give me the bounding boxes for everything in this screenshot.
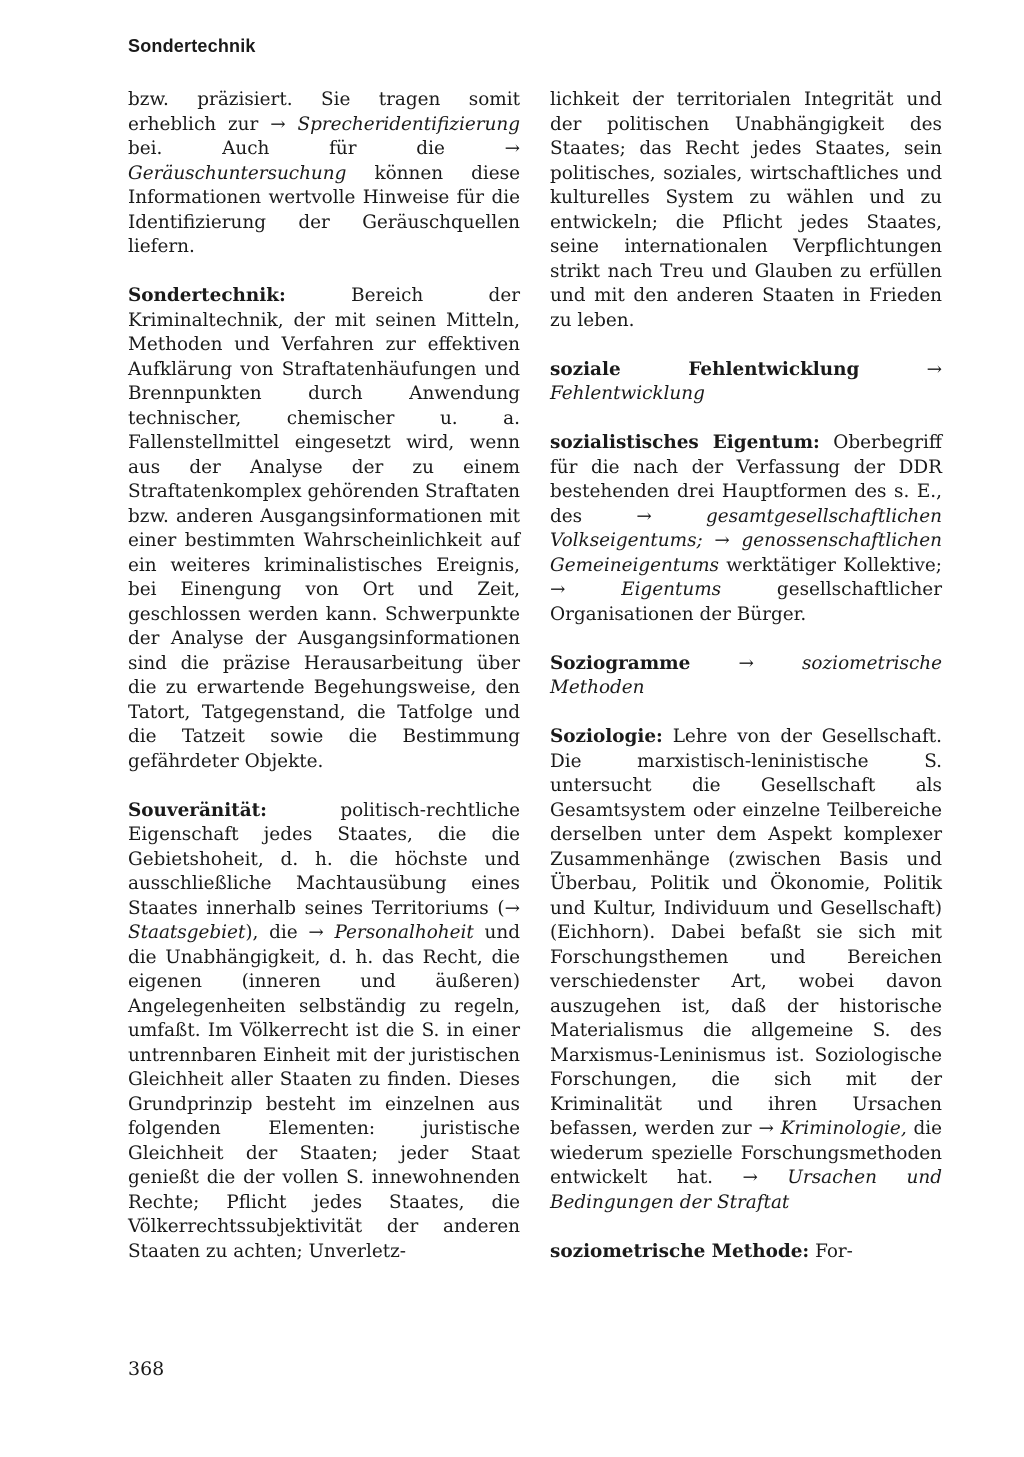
cross-ref-geraeuschuntersuchung[interactable]: → Geräuschuntersuchung bbox=[128, 138, 520, 184]
cross-ref-ursachen-bedingungen[interactable]: → Ursachen und Bedingungen der Straftat bbox=[550, 1167, 942, 1213]
entry-soziologie bbox=[550, 725, 942, 1215]
definition-sondertechnik: Bereich der Kriminaltechnik, der mit seinen Mitteln, Methoden und Verfahren zur effektiven Aufklärung von Straftatenhäufungen und Brennpunkten durch Anwendung technischer, chemischer u. a. Fallenstellmittel eingesetzt wird, wenn aus der Analyse der zu einem Straftatenkomplex gehörenden Straftaten bzw. anderen Ausgangsinformationen mit einer bestimmten Wahrscheinlichkeit auf ein weiteres kriminalistisches Ereignis, bei Einengung von Ort und Zeit, geschlossen werden kann. Schwerpunkte der Analyse der Ausgangsinformationen sind die präzise Herausarbeitung über die zu erwartende Begehungsweise, den Tatort, Tatgegenstand, die Tatfolge und die Tatzeit sowie die Bestimmung gefährdeter Objekte. bbox=[128, 285, 520, 772]
headword-soziale-fehlentwicklung: soziale Fehlentwicklung bbox=[550, 358, 860, 380]
continued-souveraenitaet-text: lichkeit der territorialen Integrität und der politischen Unabhängigkeit des Staates; das Recht jedes Staates, sein politisches, soziales, wirtschaftliches und kulturelles System zu wählen und zu entwickeln; die Pflicht jedes Staates, seine internationalen Verpflichtungen strikt nach Treu und Glauben zu erfüllen und mit den anderen Staaten in Frieden zu leben. bbox=[550, 89, 942, 331]
cross-ref-personalhoheit[interactable]: → Personalhoheit bbox=[308, 922, 474, 943]
definition-soziologie-1: Lehre von der Gesellschaft. Die marxistisch-leninistische S. untersucht die Gesellschaft als Gesamtsystem oder einzelne Teilbereiche derselben unter dem Aspekt komplexer Zusammenhänge (zwischen Basis und Überbau, Politik und Ökonomie, Politik und Kultur, Individuum und Gesellschaft) (Eichhorn). Dabei befaßt sie sich mit Forschungsthemen und Bereichen verschiedenster Art, wobei davon auszugehen ist, daß der historische Materialismus die allgemeine S. des Marxismus-Leninismus ist. Soziologische Forschungen, die sich mit der Kriminalität und ihren Ursachen befassen, werden zur bbox=[550, 726, 942, 1139]
running-head: Sondertechnik bbox=[128, 36, 256, 56]
entry-soziologie-text bbox=[550, 725, 942, 1215]
entry-sozialistisches-eigentum bbox=[550, 431, 942, 627]
definition-soziometrische-methode: For- bbox=[809, 1240, 853, 1262]
definition-soziologie-2: die wiederum spezielle Forschungsmethoden entwickelt hat. bbox=[550, 1118, 942, 1188]
definition-souveraenitaet-1: politisch-rechtliche Eigenschaft jedes Staates, die die Gebietshoheit, d. h. die höchste und ausschließliche Machtausübung eines Staates innerhalb seines Territoriums ( bbox=[128, 799, 520, 919]
cont-text-3: können diese Informationen wertvolle Hinweise für die Identifizierung der Geräuschquellen liefern. bbox=[128, 162, 520, 257]
headword-sondertechnik: Sondertechnik: bbox=[128, 285, 286, 306]
definition-souveraenitaet-3: und die Unabhängigkeit, d. h. das Recht, die eigenen (inneren und äußeren) Angelegenheiten selbständig zu regeln, umfaßt. Im Völkerrecht ist die S. in einer untrennbaren Einheit mit der juristischen Gleichheit aller Staaten zu finden. Dieses Grundprinzip besteht im einzelnen aus folgenden Elementen: juristische Gleichheit der Staaten; jeder Staat genießt die der vollen S. innewohnenden Rechte; Pflicht jedes Staates, die Völkerrechtssubjektivität der anderen Staaten zu achten; Unverletz- bbox=[128, 922, 520, 1262]
cross-ref-sprecheridentifizierung[interactable]: → Sprecheridentifizierung bbox=[270, 113, 520, 135]
continued-entry bbox=[128, 88, 520, 260]
entry-sozialistisches-eigentum-text bbox=[550, 431, 942, 627]
left-column bbox=[128, 88, 520, 1289]
cross-ref-kriminologie[interactable]: → Kriminologie, bbox=[758, 1118, 907, 1139]
cont-text-2: bei. Auch für die bbox=[128, 138, 505, 159]
definition-eigentum-2 bbox=[703, 530, 715, 551]
cross-ref-fehlentwicklung[interactable]: → Fehlentwicklung bbox=[550, 358, 942, 404]
headword-soziologie: Soziologie: bbox=[550, 726, 663, 747]
definition-eigentum-1: Oberbegriff für die nach der Verfassung der DDR bestehenden drei Hauptformen des s. E., des bbox=[550, 432, 942, 527]
headword-soziogramme: Soziogramme bbox=[550, 652, 691, 674]
definition-souveraenitaet-2: ), die bbox=[245, 922, 309, 943]
entry-souveraenitaet-text bbox=[128, 799, 520, 1265]
entry-soziometrische-methode-text bbox=[550, 1240, 942, 1265]
headword-soziometrische-methode: soziometrische Methode: bbox=[550, 1240, 810, 1262]
definition-eigentum-4: gesellschaftlicher Organisationen der Bürger. bbox=[550, 579, 942, 625]
cross-ref-volkseigentum[interactable]: → gesamtgesellschaftlichen Volkseigentums; bbox=[550, 505, 942, 551]
headword-sozialistisches-eigentum: sozialistisches Eigentum: bbox=[550, 432, 820, 453]
entry-souveraenitaet bbox=[128, 799, 520, 1265]
cont-text-1: bzw. präzisiert. Sie tragen somit erheblich zur bbox=[128, 89, 520, 135]
right-column bbox=[550, 88, 942, 1289]
cross-ref-soziometrische-methoden[interactable]: → soziometrische Methoden bbox=[550, 652, 942, 698]
entry-soziometrische-methode bbox=[550, 1240, 942, 1265]
entry-sondertechnik-text bbox=[128, 284, 520, 774]
entry-soziogramme-text bbox=[550, 652, 942, 701]
continued-entry-text bbox=[128, 88, 520, 260]
continued-souveraenitaet bbox=[550, 88, 942, 333]
cross-ref-staatsgebiet[interactable]: → Staatsgebiet bbox=[128, 897, 520, 943]
cross-ref-eigentums[interactable]: → Eigentums bbox=[550, 579, 722, 600]
cross-ref-gemeineigentum[interactable]: → genossenschaftlichen Gemeineigentums bbox=[550, 530, 942, 576]
entry-sondertechnik bbox=[128, 284, 520, 774]
entry-soziogramme bbox=[550, 652, 942, 701]
definition-eigentum-3: werktätiger Kollektive; bbox=[719, 554, 942, 576]
page-number: 368 bbox=[128, 1358, 165, 1380]
entry-soziale-fehlentwicklung-text bbox=[550, 358, 942, 407]
headword-souveraenitaet: Souveränität: bbox=[128, 799, 267, 821]
entry-soziale-fehlentwicklung bbox=[550, 358, 942, 407]
